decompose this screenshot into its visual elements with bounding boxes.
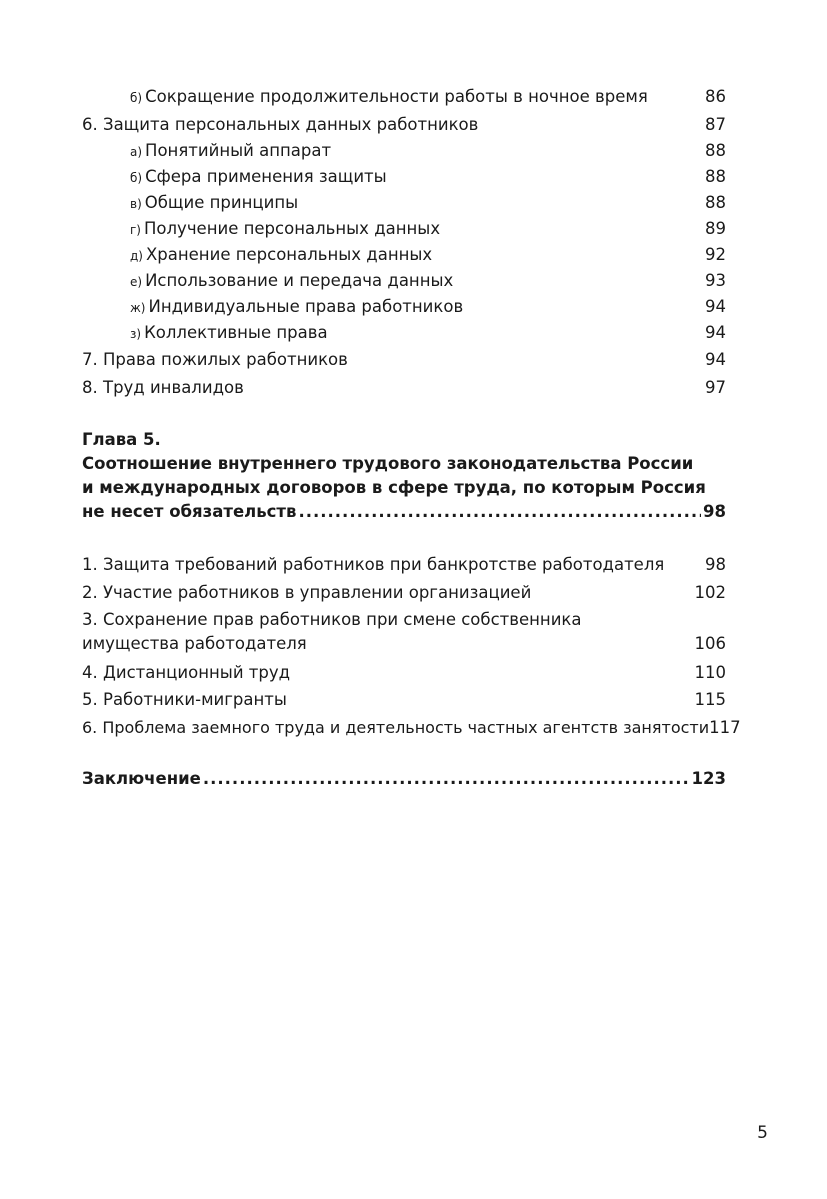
entry-title: Индивидуальные права работников [148, 297, 464, 316]
conclusion-label: Заключение [82, 769, 201, 788]
toc-entry[interactable] [82, 715, 741, 741]
entry-title: 6. Проблема заемного труда и деятельность частных агентств занятости [82, 718, 710, 737]
toc-entry[interactable] [130, 268, 726, 295]
entry-marker: в) [130, 197, 142, 211]
toc-entry[interactable] [82, 552, 726, 578]
entry-page: 94 [705, 323, 726, 342]
entry-marker: ж) [130, 301, 146, 315]
entry-page: 106 [694, 634, 726, 653]
toc-entry[interactable] [82, 347, 726, 373]
entry-marker: д) [130, 249, 143, 263]
entry-title: 3. Сохранение прав работников при смене собственника имущества работодателя [82, 610, 582, 653]
entry-title: 6. Защита персональных данных работников [82, 115, 479, 134]
entry-page: 94 [705, 350, 726, 369]
toc-entry[interactable] [82, 112, 726, 138]
chapter-heading[interactable] [82, 428, 726, 524]
entry-page: 92 [705, 245, 726, 264]
toc-entry[interactable] [130, 84, 726, 111]
entry-title: 4. Дистанционный труд [82, 663, 291, 682]
chapter-title-line: Соотношение внутреннего трудового законодательства России [82, 454, 694, 473]
chapter-title-line: и международных договоров в сфере труда, по которым Россия [82, 478, 706, 497]
entry-marker: б) [130, 91, 143, 105]
entry-marker: з) [130, 327, 142, 341]
toc-entry[interactable] [130, 320, 726, 347]
toc-entry[interactable] [130, 216, 726, 243]
entry-marker: г) [130, 223, 141, 237]
entry-title: 1. Защита требований работников при банкротстве работодателя [82, 555, 665, 574]
entry-marker: а) [130, 145, 143, 159]
chapter-title-line: не несет обязательств [82, 502, 297, 521]
entry-page: 94 [705, 297, 726, 316]
chapter-label: Глава 5. [82, 430, 161, 449]
entry-title: 2. Участие работников в управлении организацией [82, 583, 532, 602]
entry-page: 97 [705, 378, 726, 397]
toc-entry[interactable] [130, 242, 726, 269]
entry-title: 8. Труд инвалидов [82, 378, 244, 397]
entry-page: 87 [705, 115, 726, 134]
entry-page: 88 [705, 193, 726, 212]
toc-entry[interactable] [82, 608, 726, 656]
chapter-page: 98 [703, 502, 726, 521]
entry-page: 88 [705, 141, 726, 160]
toc-entry[interactable] [82, 687, 726, 713]
page-number: 5 [757, 1123, 768, 1143]
entry-title: 7. Права пожилых работников [82, 350, 348, 369]
entry-page: 110 [694, 663, 726, 682]
entry-page: 102 [694, 583, 726, 602]
toc-entry[interactable] [130, 164, 726, 191]
toc-entry[interactable] [82, 375, 726, 401]
entry-title: Сфера применения защиты [145, 167, 387, 186]
toc-entry[interactable] [130, 294, 726, 321]
entry-title: 5. Работники-мигранты [82, 690, 287, 709]
entry-title: Использование и передача данных [145, 271, 454, 290]
dot-leader [203, 766, 690, 792]
toc-entry[interactable] [130, 138, 726, 165]
entry-title: Хранение персональных данных [145, 245, 433, 264]
entry-title: Коллективные права [144, 323, 328, 342]
entry-title: Общие принципы [144, 193, 299, 212]
conclusion-page: 123 [691, 769, 726, 788]
entry-title: Получение персональных данных [144, 219, 441, 238]
entry-page: 98 [705, 555, 726, 574]
entry-page: 86 [705, 87, 726, 106]
entry-page: 117 [709, 718, 741, 737]
entry-marker: б) [130, 171, 143, 185]
toc-entry[interactable] [82, 660, 726, 686]
chapter-title-leader-line [82, 500, 726, 524]
entry-marker: е) [130, 275, 143, 289]
entry-title: Понятийный аппарат [145, 141, 332, 160]
entry-page: 89 [705, 219, 726, 238]
toc-entry[interactable] [130, 190, 726, 217]
entry-page: 115 [694, 690, 726, 709]
dot-leader [298, 500, 701, 524]
toc-entry[interactable] [82, 580, 726, 606]
entry-page: 88 [705, 167, 726, 186]
toc-conclusion[interactable] [82, 766, 726, 792]
entry-page: 93 [705, 271, 726, 290]
entry-title: Сокращение продолжительности работы в ночное время [145, 87, 648, 106]
